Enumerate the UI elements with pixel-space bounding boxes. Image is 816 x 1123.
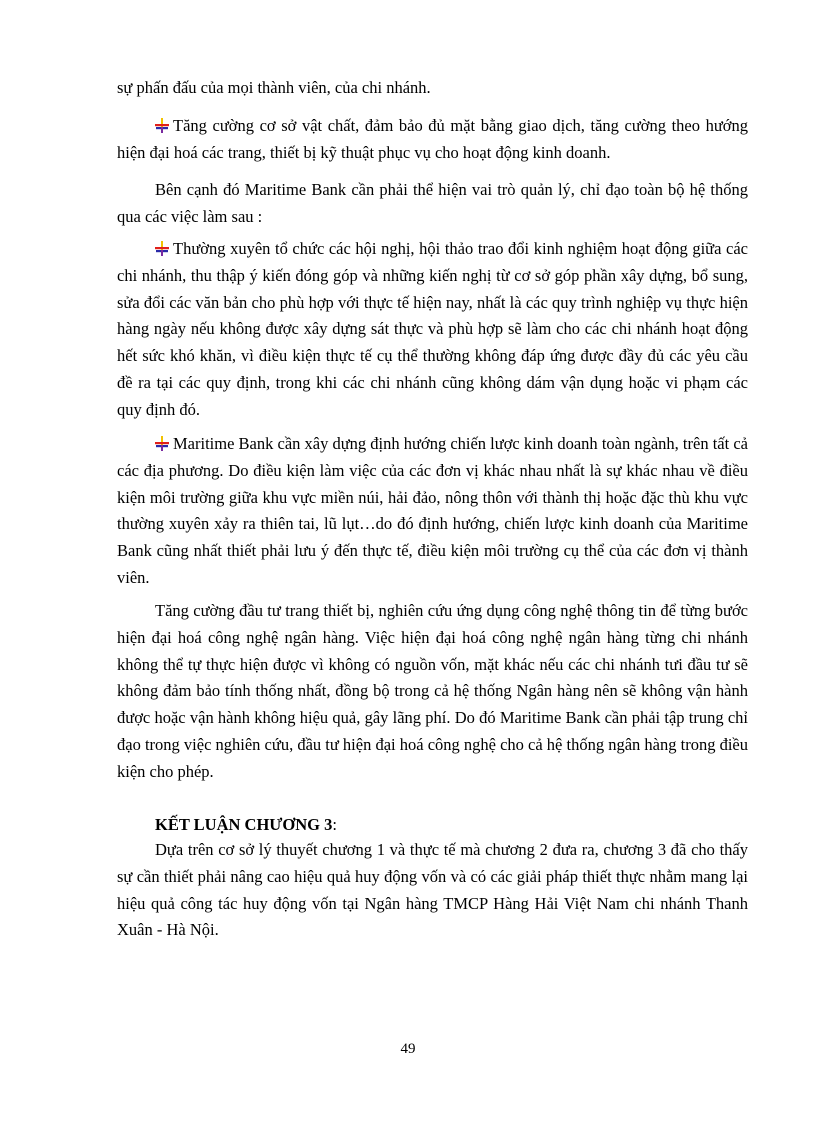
bullet-paragraph-conferences [117,236,748,424]
paragraph-continuation [117,75,748,102]
paragraph-technology-investment [117,598,748,786]
four-arrow-bullet-icon [155,118,169,133]
conclusion-heading-text: KẾT LUẬN CHƯƠNG 3 [155,815,333,834]
paragraph-text: Tăng cường đầu tư trang thiết bị, nghiên cứu ứng dụng công nghệ thông tin để từng bước hiện đại hoá công nghệ ngân hàng. Việc hiện đại hoá công nghệ ngân hàng từng chi nhánh không thể tự thực hiện được vì không có nguồn vốn, mặt khác nếu các chi nhánh tưi đầu tư sẽ không đảm bảo tính thống nhất, đồng bộ trong cả hệ thống Ngân hàng nên sẽ không vận hành được hoặc vận hành không hiệu quả, gây lãng phí. Do đó Maritime Bank cần phải tập trung chỉ đạo trong việc nghiên cứu, đầu tư hiện đại hoá công nghệ cho cả hệ thống ngân hàng trong điều kiện cho phép. [117,601,748,781]
paragraph-text: Tăng cường cơ sở vật chất, đảm bảo đủ mặt bằng giao dịch, tăng cường theo hướng hiện đại hoá các trang, thiết bị kỹ thuật phục vụ cho hoạt động kinh doanh. [117,116,748,162]
paragraph-text: Maritime Bank cần xây dựng định hướng chiến lược kinh doanh toàn ngành, trên tất cả các địa phương. Do điều kiện làm việc của các đơn vị khác nhau nhất là sự khác nhau về điều kiện môi trường giữa khu vực miền núi, hải đảo, nông thôn với thành thị hoặc đặc thù khu vực thường xuyên xảy ra thiên tai, lũ lụt…do đó định hướng, chiến lược kinh doanh của Maritime Bank cũng nhất thiết phải lưu ý đến thực tế, điều kiện môi trường cụ thể của các đơn vị thành viên. [117,434,748,587]
bullet-paragraph-strategy [117,431,748,592]
bullet-paragraph-facilities [117,113,748,167]
conclusion-paragraph [117,837,748,944]
conclusion-heading [155,814,337,836]
paragraph-text: Thường xuyên tổ chức các hội nghị, hội thảo trao đổi kinh nghiệm hoạt động giữa các chi nhánh, thu thập ý kiến đóng góp và những kiến nghị từ cơ sở góp phần xây dựng, bổ sung, sửa đổi các văn bản cho phù hợp với thực tế hiện nay, nhất là các quy trình nghiệp vụ thực hiện hàng ngày nếu không được xây dựng sát thực và phù hợp sẽ làm cho các chi nhánh hoạt động hết sức khó khăn, vì điều kiện thực tế cụ thể thường không đáp ứng được đầy đủ các yêu cầu đề ra tại các quy định, trong khi các chi nhánh cũng không dám vận dụng hoặc vi phạm các quy định đó. [117,239,748,419]
four-arrow-bullet-icon [155,241,169,256]
page-number: 49 [400,1041,416,1057]
conclusion-heading-colon: : [332,815,337,834]
four-arrow-bullet-icon [155,436,169,451]
paragraph-text: sự phấn đấu của mọi thành viên, của chi nhánh. [117,78,431,97]
paragraph-management-role [117,177,748,231]
paragraph-text: Bên cạnh đó Maritime Bank cần phải thể hiện vai trò quản lý, chỉ đạo toàn bộ hệ thống qua các việc làm sau : [117,180,748,226]
paragraph-text: Dựa trên cơ sở lý thuyết chương 1 và thực tế mà chương 2 đưa ra, chương 3 đã cho thấy sự cần thiết phải nâng cao hiệu quả huy động vốn và có các giải pháp thiết thực nhằm mang lại hiệu quả công tác huy động vốn tại Ngân hàng TMCP Hàng Hải Việt Nam chi nhánh Thanh Xuân - Hà Nội. [117,840,748,940]
